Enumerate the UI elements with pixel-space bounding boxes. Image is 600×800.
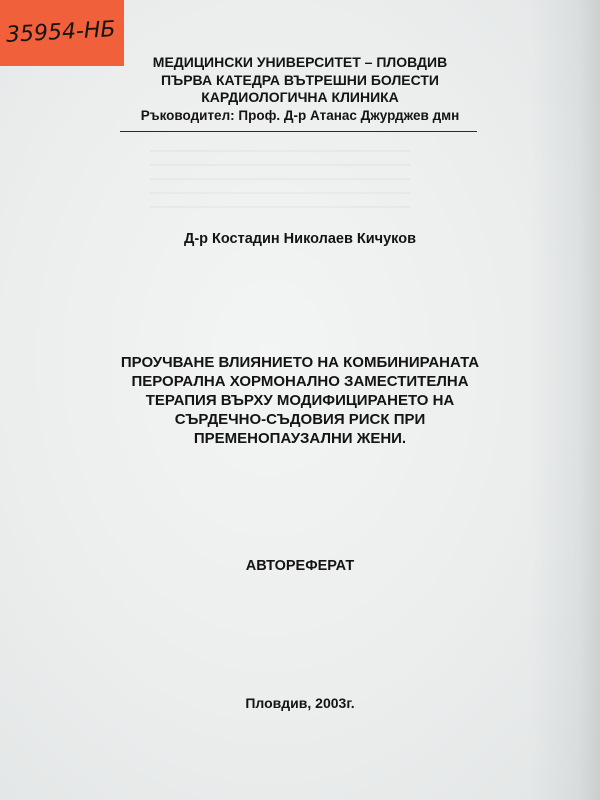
- place-and-date: Пловдив, 2003г.: [245, 695, 355, 711]
- document-type: АВТОРЕФЕРАТ: [245, 558, 355, 574]
- title-line: СЪРДЕЧНО-СЪДОВИЯ РИСК ПРИ: [174, 411, 426, 428]
- university-name: МЕДИЦИНСКИ УНИВЕРСИТЕТ – ПЛОВДИВ: [152, 54, 448, 70]
- thesis-title: [0, 353, 600, 448]
- title-line: ПРЕМЕНОПАУЗАЛНИ ЖЕНИ.: [193, 430, 407, 447]
- stamp-number: 35954-НБ: [5, 17, 117, 48]
- bleed-through-texture: [150, 150, 410, 210]
- department-name: ПЪРВА КАТЕДРА ВЪТРЕШНИ БОЛЕСТИ: [160, 71, 439, 88]
- title-line: ПРОУЧВАНЕ ВЛИЯНИЕТО НА КОМБИНИРАНАТА: [120, 354, 480, 371]
- institution-header: [0, 54, 600, 124]
- author-name: Д-р Костадин Николаев Кичуков: [183, 231, 416, 247]
- supervisor-line: Ръководител: Проф. Д-р Атанас Джурджев дмн: [140, 107, 460, 123]
- title-line: ТЕРАПИЯ ВЪРХУ МОДИФИЦИРАНЕТО НА: [145, 392, 455, 409]
- title-line: ПЕРОРАЛНА ХОРМОНАЛНО ЗАМЕСТИТЕЛНА: [131, 373, 469, 390]
- clinic-name: КАРДИОЛОГИЧНА КЛИНИКА: [201, 89, 399, 105]
- header-divider: [120, 131, 477, 132]
